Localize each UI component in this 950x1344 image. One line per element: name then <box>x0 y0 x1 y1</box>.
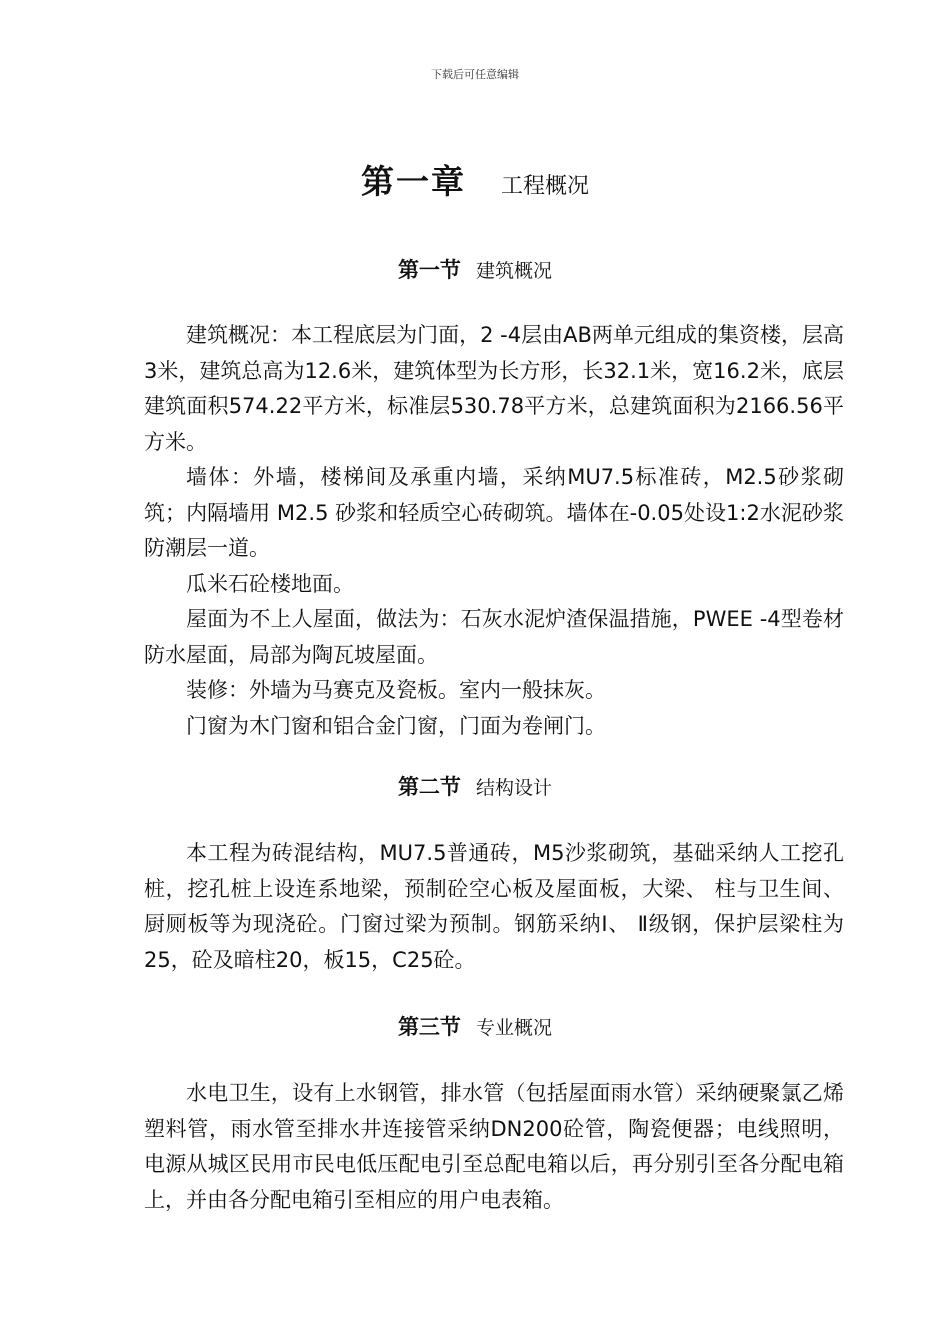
paragraph: 建筑概况：本工程底层为门面，2 -4层由AB两单元组成的集资楼，层高3米，建筑总高为12.6米，建筑体型为长方形，长32.1米，宽16.2米，底层建筑面积574.22平方米，标准层530.78平方米，总建筑面积为2166.56平方米。 <box>144 323 844 454</box>
paragraph: 瓜米石砼楼地面。 <box>186 571 354 596</box>
section-1-body <box>144 318 844 744</box>
section-title: 建筑概况 <box>476 260 553 282</box>
paragraph: 门窗为木门窗和铝合金门窗，门面为卷闸门。 <box>186 713 606 738</box>
section-3-body <box>144 1076 844 1218</box>
section-number: 第二节 <box>397 775 461 799</box>
section-number: 第一节 <box>397 258 461 282</box>
section-title: 专业概况 <box>476 1017 553 1039</box>
section-number: 第三节 <box>397 1015 461 1039</box>
section-2-body <box>144 836 844 978</box>
chapter-title: 工程概况 <box>501 174 590 199</box>
paragraph: 屋面为不上人屋面，做法为：石灰水泥炉渣保温措施，PWEE -4型卷材防水屋面，局部为陶瓦坡屋面。 <box>144 607 844 667</box>
section-heading-1 <box>0 254 950 284</box>
chapter-heading <box>0 156 950 203</box>
paragraph: 墙体：外墙，楼梯间及承重内墙，采纳MU7.5标准砖，M2.5砂浆砌筑；内隔墙用 M2.5 砂浆和轻质空心砖砌筑。墙体在-0.05处设1:2水泥砂浆防潮层一道。 <box>144 465 844 560</box>
paragraph: 本工程为砖混结构，MU7.5普通砖，M5沙浆砌筑，基础采纳人工挖孔桩，挖孔桩上设连系地梁，预制砼空心板及屋面板，大梁、 柱与卫生间、 厨厕板等为现浇砼。门窗过梁为预制。钢筋采纳Ⅰ、 Ⅱ级钢，保护层梁柱为25，砼及暗柱20，板15，C25砼。 <box>144 841 844 972</box>
section-title: 结构设计 <box>476 777 553 799</box>
paragraph: 水电卫生，设有上水钢管，排水管（包括屋面雨水管）采纳硬聚氯乙烯塑料管，雨水管至排水井连接管采纳DN200砼管，陶瓷便器；电线照明，电源从城区民用市民电低压配电引至总配电箱以后，再分别引至各分配电箱上，并由各分配电箱引至相应的用户电表箱。 <box>144 1081 844 1212</box>
section-heading-3 <box>0 1011 950 1041</box>
section-heading-2 <box>0 771 950 801</box>
header-note: 下载后可任意编辑 <box>431 68 519 81</box>
chapter-number: 第一章 <box>360 162 466 201</box>
paragraph: 装修：外墙为马赛克及瓷板。室内一般抹灰。 <box>186 678 606 702</box>
